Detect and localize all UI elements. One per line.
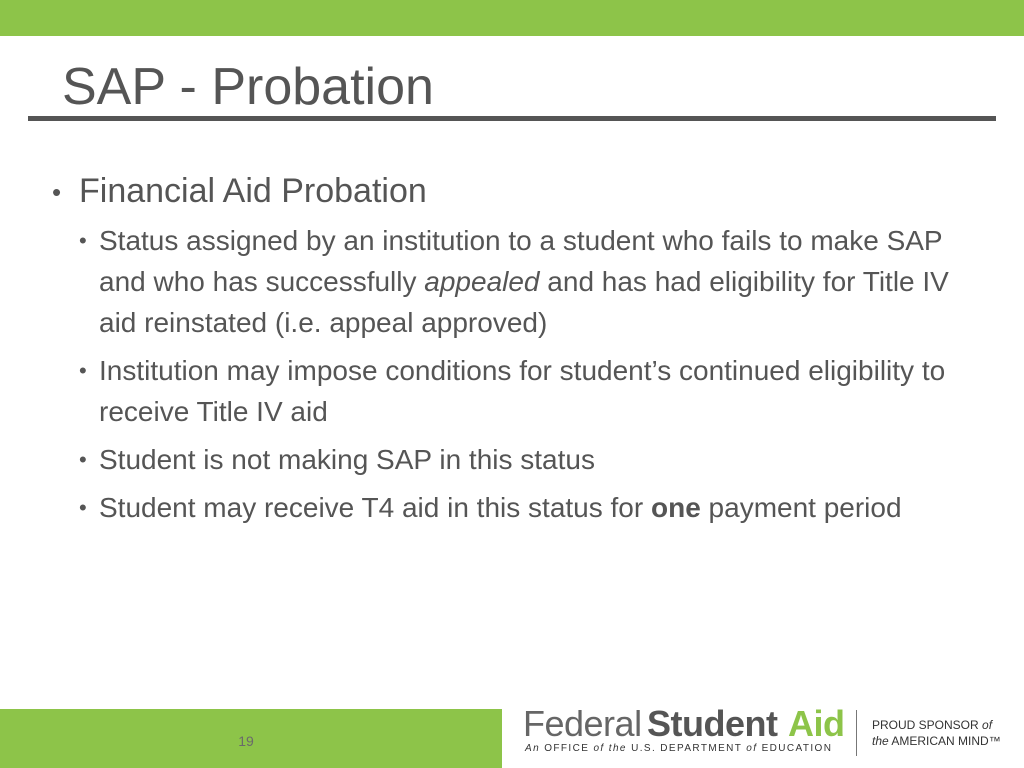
text-part: and has had eligibility for Title IV aid reinstated (i.e. appeal approved) (99, 266, 949, 338)
tagline-part: An (525, 743, 541, 754)
sponsor-line-2 (872, 733, 1001, 749)
page-number: 19 (238, 733, 254, 749)
sub-bullet-text: Institution may impose conditions for student’s continued eligibility to receive Title IV aid (99, 355, 946, 427)
tagline-part: EDUCATION (757, 743, 833, 754)
bullet-icon: • (52, 177, 62, 207)
sub-bullet (52, 220, 992, 343)
sponsor-line-1 (872, 717, 1001, 733)
title-underline (28, 116, 996, 121)
tagline-part: OFFICE (540, 743, 594, 754)
bullet-icon: • (79, 495, 87, 520)
logo-tagline (525, 743, 832, 755)
sponsor-text-part: AMERICAN MIND™ (888, 734, 1001, 748)
sponsor-text-part: of (982, 718, 993, 732)
bullet-heading: Financial Aid Probation (79, 172, 427, 210)
slide-title: SAP - Probation (62, 58, 434, 116)
text-part: payment period (700, 492, 902, 523)
bullet-icon: • (79, 228, 87, 253)
text-part: Status assigned by an institution to a student who fails to make SAP and who has successfully (99, 225, 943, 297)
logo-divider (856, 710, 857, 756)
logo-word-aid: Aid (788, 703, 845, 744)
tagline-part: of the (593, 743, 627, 754)
bullet-level1 (52, 166, 992, 216)
logo-word-student: Student (647, 703, 778, 744)
sponsor-text-part: PROUD SPONSOR (872, 718, 983, 732)
sub-bullet-list (52, 220, 992, 528)
sub-bullet (52, 439, 992, 480)
tagline-part: U.S. DEPARTMENT (626, 743, 747, 754)
sub-bullet (52, 487, 992, 528)
bullet-icon: • (79, 358, 87, 383)
proud-sponsor-text (872, 717, 1001, 749)
bold-text: one (650, 492, 701, 523)
slide-content (52, 166, 992, 535)
sub-bullet (52, 350, 992, 432)
tagline-part: of (746, 743, 758, 754)
federal-student-aid-logo (523, 704, 843, 760)
logo-word-federal: Federal (523, 703, 642, 744)
text-part: Student may receive T4 aid in this status for (99, 492, 651, 523)
sub-bullet-text: Student is not making SAP in this status (99, 444, 595, 475)
sub-bullet-text (99, 225, 949, 338)
sponsor-text-part: the (872, 734, 889, 748)
bullet-icon: • (79, 447, 87, 472)
emphasis-text: appealed (424, 266, 540, 297)
sub-bullet-text (99, 492, 902, 523)
top-accent-bar (0, 0, 1024, 36)
